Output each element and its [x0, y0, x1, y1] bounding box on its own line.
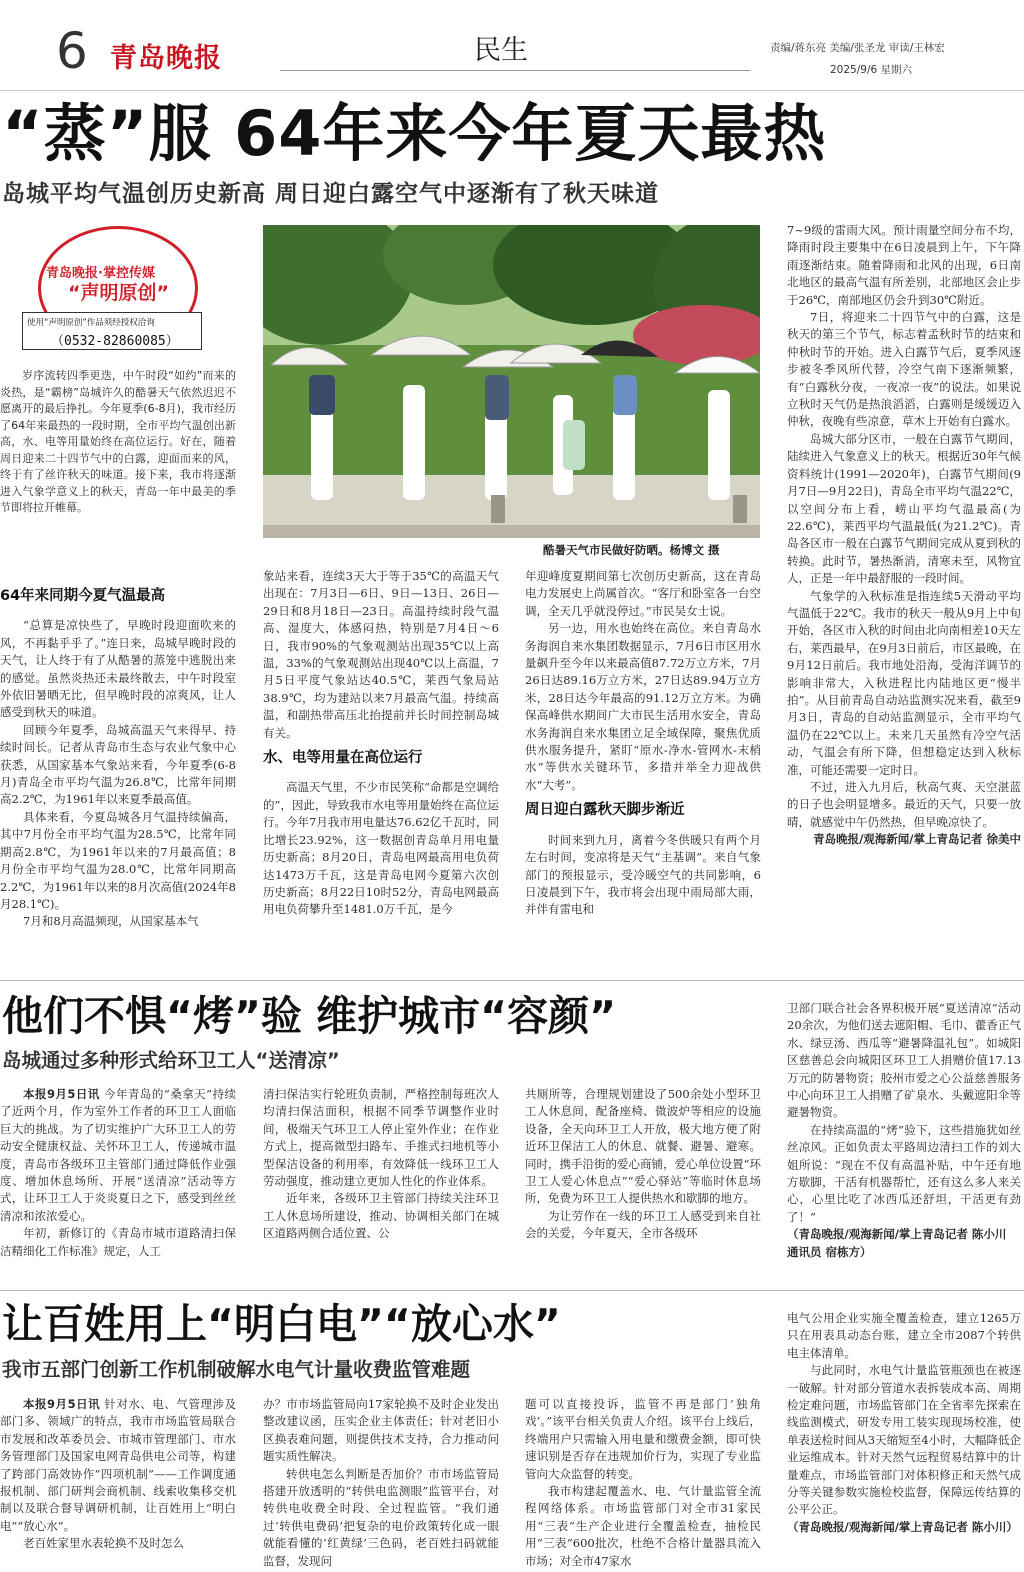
article3-dateline: 本报9月5日讯 [23, 1397, 101, 1411]
paper-name-logo: 青岛晚报 [110, 43, 222, 74]
article1-section3-title: 周日迎白露秋天脚步渐近 [525, 802, 685, 819]
article3-headline: 让百姓用上“明白电”“放心水” [2, 1300, 561, 1348]
article-divider [0, 1290, 1024, 1291]
article1-column-2 [263, 568, 499, 968]
article1-subhead: 岛城平均气温创历史新高 周日迎白露空气中逐渐有了秋天味道 [2, 181, 660, 207]
stamp-middle-text: “声明原创” [68, 282, 169, 304]
paragraph: 卫部门联合社会各界积极开展“夏送清凉”活动20余次，为他们送去遮阳帽、毛巾、藿香正气水、绿豆汤、西瓜等“避暑降温礼包”。如城阳区慈善总会向城阳区环卫工人捐赠价值17.13万元的防暑物资；胶州市爱之心公益慈善服务中心向环卫工人捐赠了矿泉水、头戴遮阳伞等避暑物资。 [787, 1001, 1021, 1120]
paragraph: 7~9级的雷雨大风。预计雨量空间分布不均，降雨时段主要集中在6日凌晨到上午，下午降雨逐渐结束。随着降雨和北风的出现，6日南北地区的最高气温有所差别，北部地区会止步于26℃，南部地区仍会升到30℃附近。 [787, 223, 1021, 307]
issue-date: 2025/9/6 星期六 [830, 64, 912, 76]
paragraph: 共厕所等，合理规划建设了500余处小型环卫工人休息间，配备座椅、微波炉等相应的设施设备，全天向环卫工人开放，极大地方便了附近环卫保洁工人的休息、就餐、避暑、避寒。同时，携手沿街的爱心商铺，爱心单位设置“环卫工人爱心休息点”“爱心驿站”等临时休息场所，免费为环卫工人提供热水和歇脚的地方。 [525, 1087, 761, 1206]
paragraph: 另一边，用水也始终在高位。来自青岛水务海润自来水集团数据显示，7月6日市区用水量飙升至今年以来最高值87.72万立方米，7月26日达89.16万立方米，27日达89.94万立方米，28日达今年最高的91.12万立方米。为确保高峰供水期间广大市民生活用水安全，青岛水务海润自来水集团立足全域保障，聚焦优质供水服务提升，紧盯“原水-净水-管网水-末梢水”等供水关键环节，多措并举全力迎战供水“大考”。 [525, 621, 761, 792]
paragraph: 电气公用企业实施全覆盖检查，建立1265万只在用表具动态台账，建立全市2087个转供电主体清单。 [787, 1311, 1021, 1360]
article-divider [0, 980, 1024, 981]
article1-intro: 岁序流转四季更迭，中午时段“如约”而来的炎热，是“霸榜”岛城许久的酷暑天气依然迟迟不愿离开的最后挣扎。今年夏季(6-8月)，我市经历了64年来最热的一段时期，全市平均气温创出新高，水、电等用量始终在高位运行。好在，随着周日迎来二十四节气中的白露，迎面而来的风，终于有了丝许秋天的味道。接下来，我市将逐渐进入气象学意义上的秋天，青岛一年中最美的季节即将拉开帷幕。 [0, 369, 236, 514]
paragraph: 清扫保洁实行轮班负责制，严格控制每班次人均清扫保洁面积，根据不同季节调整作业时间，极端天气环卫工人停止室外作业；在作业方式上，提高微型扫路车、手推式扫地机等小型保洁设备的利用率，有效降低一线环卫工人劳动强度，推动建立更加人性化的作业体系。 [263, 1087, 499, 1189]
article3-column-4 [787, 1310, 1021, 1572]
paragraph: 老百姓家里水表轮换不及时怎么 [23, 1536, 184, 1551]
paragraph: 7月和8月高温频现，从国家基本气 [23, 914, 199, 929]
stamp-top-text: 青岛晚报·掌控传媒 [46, 266, 155, 281]
paragraph: 具体来看，今夏岛城各月气温持续偏高，其中7月份全市平均气温为28.5℃，比常年同期高2.8℃，为1961年以来的7月最高值；8月份全市平均气温为28.0℃，比常年同期高2.2℃，为1961年以来的8月次高值(2024年8月28.1℃)。 [0, 809, 236, 911]
paragraph: 转供电怎么判断是否加价？市市场监管局搭建开放透明的“转供电监测眼”监管平台，对转供电收费全时段、全过程监管。“我们通过‘转供电费码’把复杂的电价政策转化成一眼就能看懂的‘红黄绿’三色码，老百姓扫码就能监督，发现问 [263, 1466, 499, 1568]
paragraph: 不过，进入九月后，秋高气爽、天空湛蓝的日子也会明显增多。最近的天气，只要一放晴，就感觉中午仍然热，但早晚凉快了。 [787, 780, 1021, 829]
page-number: 6 [56, 22, 88, 80]
paragraph: 我市构建起覆盖水、电、气计量监管全流程网络体系。市场监管部门对全市31家民用“三表”生产企业进行全覆盖检查，抽检民用“三表”600批次，杜绝不合格计量器具流入市场；对全市47家水 [525, 1484, 761, 1568]
article3-signature: （青岛晚报/观海新闻/掌上青岛记者 陈小川） [787, 1519, 1018, 1534]
paragraph: 近年来，各级环卫主管部门持续关注环卫工人休息场所建设，推动、协调相关部门在城区道路两侧合适位置、公 [263, 1191, 499, 1241]
paragraph: 回顾今年夏季，岛城高温天气来得早、持续时间长。记者从青岛市生态与农业气象中心获悉，从国家基本气象站来看，今年夏季(6-8月)青岛全市平均气温为26.8℃，比常年同期高2.2℃，为1961年以来夏季最高值。 [0, 722, 236, 807]
paragraph: 题可以直接投诉，监管不再是部门‘独角戏’。”该平台相关负责人介绍。该平台上线后，终端用户只需输入用电量和缴费金额，即可快速识别是否存在违规加价行为，实现了专业监管向大众监督的转变。 [525, 1397, 761, 1481]
article3-column-2 [263, 1396, 499, 1572]
editor-credits: 责编/蒋东亮 美编/张圣龙 审读/王林宏 [770, 42, 945, 54]
masthead [0, 0, 1024, 92]
paragraph: 办？市市场监管局向17家轮换不及时企业发出整改建议函，压实企业主体责任；针对老旧小区换表难问题，则提供技术支持，合力推动问题实质性解决。 [263, 1397, 499, 1464]
paragraph: 与此同时，水电气计量监管瓶颈也在被逐一破解。针对部分管道水表拆装成本高、周期检定难问题，市场监管部门在全省率先探索在线监测模式，研发专用工装实现现场校准，使单表送检时间从3天缩短至4小时，大幅降低企业运维成本。针对天然气远程贸易结算中的计量难点，市场监管部门对体积修正和天然气成分等关键参数实施检校监督，保障远传结算的公平公正。 [787, 1363, 1021, 1517]
paragraph: 7日，将迎来二十四节气中的白露，这是秋天的第三个节气，标志着孟秋时节的结束和仲秋时节的开始。进入白露节气后，夏季风逐步被冬季风所代替，冷空气南下逐渐频繁，有“白露秋分夜，一夜凉一夜”的说法。如果说立秋时天气仍是热浪滔滔，白露则是缓缓迈入仲秋，夜晚有些凉意，草木上开始有白露水。 [787, 310, 1021, 429]
masthead-bottom-rule [0, 90, 1024, 91]
paragraph: 年迎峰度夏期间第七次创历史新高，这在青岛电力发展史上尚属首次。“客厅和卧室各一台空调，全天几乎就没停过。”市民吴女士说。 [525, 569, 761, 618]
paragraph: 岛城大部分区市，一般在白露节气期间，陆续进入气象意义上的秋天。根据近30年气候资料统计(1991—2020年)，白露节气期间(9月7日—9月22日)，青岛全市平均气温22℃，以空间分布上看，崂山平均气温最高(为22.6℃)，莱西平均气温最低(为21.2℃)。青岛各区市一般在白露节气期间完成从夏到秋的转换。此时节，暑热渐消，清寒未至，风物宜人，正是一年中最舒服的一段时间。 [787, 431, 1021, 586]
article1-column-1 [0, 580, 236, 970]
article3-column-1 [0, 1396, 236, 1572]
section-name: 民生 [474, 35, 528, 66]
article2-column-1 [0, 1086, 236, 1284]
article1-intro-column [0, 368, 236, 588]
paragraph-text: 针对水、电、气管理涉及部门多、领域广的特点，我市市场监管局联合市发展和改革委员会、市城市管理部门、市水务管理部门及国家电网青岛供电公司等，构建了跨部门高效协作“四项机制”——工作调度通报机制、部门研判会商机制、线索收集移交机制以及联合督导调研机制，让百姓用上“明白电”“放心水”。 [0, 1397, 236, 1533]
article2-subhead: 岛城通过多种形式给环卫工人“送清凉” [2, 1049, 340, 1072]
stamp-phone: （0532-82860085） [51, 334, 179, 349]
paragraph: 高温天气里，不少市民笑称“命都是空调给的”，因此，导致我市水电等用量始终在高位运行。今年7月我市用电量达76.62亿千瓦时，同比增长23.92%，这一数据创青岛单月用电量历史新高；8月20日，青岛电网最高用电负荷达1473万千瓦，这是青岛电网今夏第六次创历史新高；8月22日10时52分，青岛电网最高用电负荷攀升至1481.0万千瓦，是今 [263, 780, 499, 917]
article2-headline: 他们不惧“烤”验 维护城市“容颜” [2, 992, 617, 1040]
article1-section1-title: 64年来同期今夏气温最高 [0, 588, 166, 604]
paragraph: 在持续高温的“烤”验下，这些措施犹如丝丝凉风。正如负责太平路周边清扫工作的刘大姐所说：“现在不仅有高温补贴，中午还有地方歇脚，干活有机器帮忙，还有这么多人来关心，心里比吃了冰西瓜还舒坦，干活更有劲了！” [787, 1122, 1021, 1224]
paragraph: 时间来到九月，离着今冬供暖只有两个月左右时间，变凉将是天气“主基调”。来自气象部门的预报显示，受冷暖空气的共同影响，6日凌晨到下午，我市将会出现中雨局部大雨，并伴有雷电和 [525, 832, 761, 917]
paragraph: 象站来看，连续3天大于等于35℃的高温天气出现在：7月3日—6日、9日—13日、26日—29日和8月18日—23日。高温持续时段气温高、湿度大，体感闷热，特别是7月4日～6日，我市90%的气象观测站出现35℃以上高温，33%的气象观测站出现40℃以上高温，7月5日平度气象站达40.5℃，莱西气象局站38.9℃，均为建站以来7月最高气温。持续高温，和副热带高压北抬提前并长时间控制岛城有关。 [263, 569, 499, 740]
article1-section2-title: 水、电等用量在高位运行 [263, 750, 423, 767]
article3-subhead: 我市五部门创新工作机制破解水电气计量收费监管难题 [2, 1358, 471, 1381]
paragraph-text: 今年青岛的“桑拿天”持续了近两个月，作为室外工作者的环卫工人面临巨大的挑战。为了切实维护广大环卫工人的劳动安全健康权益、关怀环卫工人，传递城市温度，青岛市各级环卫主管部门通过降低作业强度、增加休息场所、开展“送清凉”活动等方式，让环卫工人于炎炎夏日之下，感受到丝丝清凉和浓浓爱心。 [0, 1087, 236, 1223]
article2-column-3 [525, 1086, 761, 1284]
paragraph: 气象学的入秋标准是指连续5天滑动平均气温低于22℃。我市的秋天一般从9月上中旬开始，各区市入秋的时间由北向南相差10天左右，莱西最早，在9月3日前后，市区最晚，在9月12日前后。我市地处沿海，受海洋调节的影响非常大，入秋进程比内陆地区更“慢半拍”。从目前青岛自动站监测实况来看，截至9月3日，青岛的自动站监测显示，全市平均气温仍在22℃以上。未来几天虽然有冷空气活动，气温会有所下降，但想稳定达到入秋标准，可能还需要一定时日。 [787, 588, 1021, 777]
paragraph [0, 1396, 236, 1535]
article1-column-4 [787, 222, 1021, 970]
article2-column-2 [263, 1086, 499, 1284]
article2-dateline: 本报9月5日讯 [23, 1087, 100, 1101]
photo-illustration [263, 225, 760, 538]
article3-column-3 [525, 1396, 761, 1572]
paragraph: “总算是凉快些了，早晚时段迎面吹来的风，不再黏乎乎了。”连日来，岛城早晚时段的天气，让人终于有了从酷暑的蒸笼中逃脱出来的感觉。虽然炎热还未最终散去，中午时段室外依旧暑晒无比，但早晚时段的凉爽风，让人感受到秋天的味道。 [0, 618, 236, 720]
original-statement-stamp [22, 226, 202, 354]
stamp-contact-box [22, 312, 202, 350]
article1-signature: 青岛晚报/观海新闻/掌上青岛记者 徐美中 [813, 832, 1021, 847]
article2-signature: （青岛晚报/观海新闻/掌上青岛记者 陈小川 通讯员 宿栋方） [787, 1227, 1007, 1259]
masthead-divider [280, 70, 750, 71]
article2-column-4 [787, 1000, 1021, 1284]
photo-caption: 酷暑天气市民做好防晒。杨博文 摄 [543, 543, 720, 557]
stamp-note: 使用“声明原创”作品须经授权洽询 [27, 318, 155, 328]
paragraph: 年初，新修订的《青岛市城市道路清扫保洁精细化工作标准》规定，人工 [0, 1226, 236, 1258]
paragraph [0, 1086, 236, 1225]
article1-headline: “蒸”服 64年来今年夏天最热 [2, 97, 827, 170]
summer-sunshade-photo [263, 225, 760, 538]
article1-column-3 [525, 568, 761, 968]
paragraph: 为让劳作在一线的环卫工人感受到来自社会的关爱，今年夏天，全市各级环 [525, 1208, 761, 1241]
